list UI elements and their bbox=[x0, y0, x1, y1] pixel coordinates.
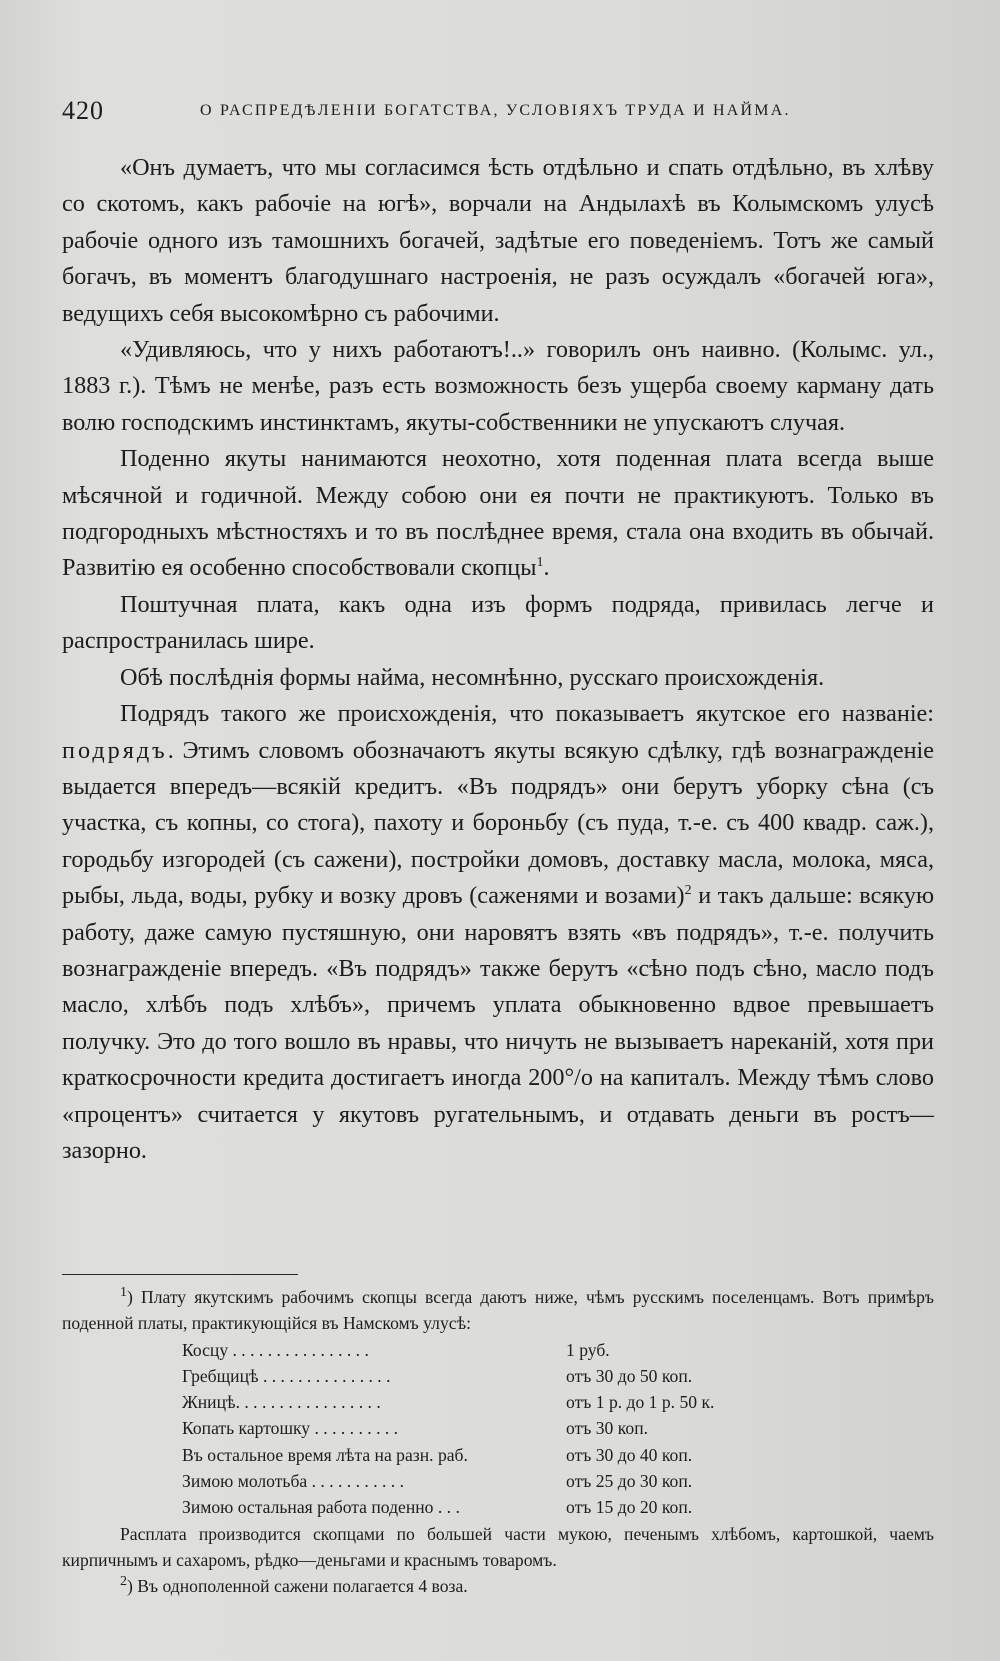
paragraph: Обѣ послѣднія формы найма, несомнѣнно, русскаго происхожденія. bbox=[120, 663, 825, 691]
footnote-ref-1[interactable]: 1 bbox=[536, 555, 544, 571]
footnotes bbox=[62, 1284, 934, 1600]
payment-note: Расплата производится скопцами по большей части мукою, печенымъ хлѣбомъ, картошкой, чаемъ кирпичнымъ и сахаромъ, рѣдко—деньгами и краснымъ товаромъ. bbox=[62, 1523, 934, 1570]
spaced-term: подрядъ bbox=[62, 736, 168, 764]
wage-table bbox=[182, 1337, 714, 1521]
table-row: Жницѣ. . . . . . . . . . . . . . . . . отъ 1 р. до 1 р. 50 к. bbox=[182, 1392, 715, 1413]
footnote-1: $^1$) Плату якутскимъ рабочимъ скопцы всегда даютъ ниже, чѣмъ русскимъ поселенцамъ. Вотъ примѣръ поденной платы, практикующійся въ Намскомъ улусѣ: bbox=[62, 1285, 934, 1334]
paragraph: Поштучная плата, какъ одна изъ формъ подряда, привилась легче и распространилась шире. bbox=[62, 590, 934, 655]
footnote-mark: 2 bbox=[120, 1574, 127, 1590]
paragraph: «Удивляюсь, что у нихъ работаютъ!..» говорилъ онъ наивно. (Колымс. ул., 1883 г.). Тѣмъ не менѣе, разъ есть возможность безъ ущерба своему карману дать волю господскимъ инстинктамъ, якуты-собственники не упускаютъ случая. bbox=[62, 336, 934, 436]
table-row: Зимою молотьба . . . . . . . . . . . отъ 25 до 30 коп. bbox=[182, 1471, 693, 1492]
page-header bbox=[62, 96, 932, 136]
table-row: Копать картошку . . . . . . . . . . отъ 30 коп. bbox=[182, 1418, 649, 1439]
paragraph: «Онъ думаетъ, что мы согласимся ѣсть отдѣльно и спать отдѣльно, въ хлѣву со скотомъ, какъ рабочіе на югѣ», ворчали на Андылахѣ въ Колымскомъ улусѣ рабочіе одного изъ тамошнихъ богачей, задѣтые его поведеніемъ. Тотъ же самый богачъ, въ моментъ благодушнаго настроенія, не разъ осуждалъ «богачей юга», ведущихъ себя высокомѣрно съ рабочими. bbox=[62, 154, 934, 327]
page-number: 420 bbox=[62, 96, 104, 125]
footnote-ref-2[interactable]: 2 bbox=[684, 883, 692, 899]
table-row: Въ остальное время лѣта на разн. раб. отъ 30 до 40 коп. bbox=[182, 1444, 693, 1465]
table-row: Зимою остальная работа поденно . . . отъ 15 до 20 коп. bbox=[182, 1497, 693, 1518]
footnote-2: $^2$) Въ однополенной сажени полагается 4 воза. bbox=[120, 1574, 468, 1597]
paragraph: Поденно якуты нанимаются неохотно, хотя поденная плата всегда выше мѣсячной и годичной. Между собою они ея почти не практикуютъ. Только въ подгородныхъ мѣстностяхъ и то въ послѣднее время, стала она входить въ обычай. Развитію ея особенно способствовали скопцы$^1$. bbox=[62, 445, 934, 582]
paragraph: Подрядъ такого же происхожденія, что показываетъ якутское его названіе: подрядъ. Этимъ словомъ обозначаютъ якуты всякую сдѣлку, гдѣ вознагражденіе выдается впередъ—всякій кредитъ. «Въ подрядъ» они берутъ уборку сѣна (съ участка, съ копны, со стога), пахоту и бороньбу (съ пуда, т.-е. съ 400 квадр. саж.), городьбу изгородей (съ сажени), постройки домовъ, доставку масла, молока, мяса, рыбы, льда, воды, рубку и возку дровъ (саженями и возами)$^2$ и такъ дальше: всякую работу, даже самую пустяшную, они наровятъ взять «въ подрядъ», т.-е. получить вознагражденіе впередъ. «Въ подрядъ» также берутъ «сѣно подъ сѣно, масло подъ масло, хлѣбъ подъ хлѣбъ», причемъ уплата обыкновенно вдвое превышаетъ получку. Это до того вошло въ нравы, что ничуть не вызываетъ нареканій, хотя при краткосрочности кредита достигаетъ иногда 200°/о на капиталъ. Между тѣмъ слово «процентъ» считается у якутовъ ругательнымъ, и отдавать деньги въ ростъ—зазорно. bbox=[62, 700, 935, 1164]
table-row: Косцу . . . . . . . . . . . . . . . . 1 руб. bbox=[182, 1339, 610, 1360]
footnote-mark: 1 bbox=[120, 1285, 127, 1301]
footnote-divider bbox=[62, 1274, 298, 1275]
main-text bbox=[62, 150, 934, 1169]
table-row: Гребщицѣ . . . . . . . . . . . . . . . отъ 30 до 50 коп. bbox=[182, 1365, 693, 1386]
running-title: О РАСПРЕДѢЛЕНІИ БОГАТСТВА, УСЛОВІЯХЪ ТРУДА И НАЙМА. bbox=[200, 102, 791, 119]
